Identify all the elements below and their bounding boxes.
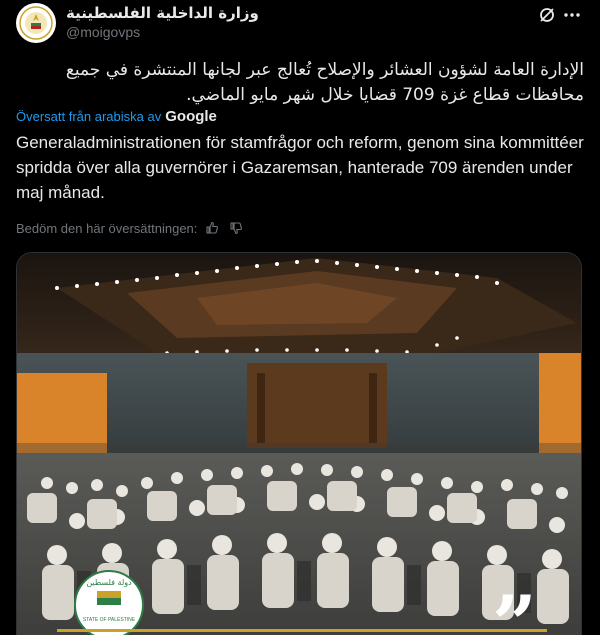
tweet-text-original: الإدارة العامة لشؤون العشائر والإصلاح تُعالج عبر لجانها المنتشرة في جميع محافظات قطاع غزة 709 قضايا خلال شهر مايو الماضي. xyxy=(65,60,584,105)
badge-bottom-text: STATE OF PALESTINE xyxy=(82,617,136,623)
rate-translation xyxy=(16,219,245,237)
translation-attribution[interactable] xyxy=(16,108,217,125)
tweet-text-translated: Generaladministrationen för stamfrågor och reform, genom sina kommittéer spridda över alla guvernörer i Gazaremsan, hanterade 709 ärenden under maj månad. xyxy=(16,133,584,202)
translated-from-label: Översatt från arabiska av xyxy=(16,109,162,124)
more-icon[interactable] xyxy=(561,4,583,26)
avatar[interactable] xyxy=(16,3,56,43)
ministry-emblem-icon xyxy=(16,3,56,43)
translator-name: Google xyxy=(165,108,217,125)
auditorium-photo xyxy=(17,253,582,635)
rate-translation-label: Bedöm den här översättningen: xyxy=(16,220,198,236)
tweet-photo[interactable] xyxy=(16,252,582,635)
author-name[interactable]: وزارة الداخلية الفلسطينية xyxy=(66,4,259,22)
badge-top-text: دولة فلسطين xyxy=(86,578,132,587)
quote-mark: ” xyxy=(492,579,537,635)
author-handle[interactable]: @moigovps xyxy=(66,24,141,40)
thumbs-down-icon[interactable] xyxy=(227,219,245,237)
tweet-header xyxy=(0,0,600,52)
grok-icon[interactable] xyxy=(536,4,558,26)
thumbs-up-icon[interactable] xyxy=(203,219,221,237)
